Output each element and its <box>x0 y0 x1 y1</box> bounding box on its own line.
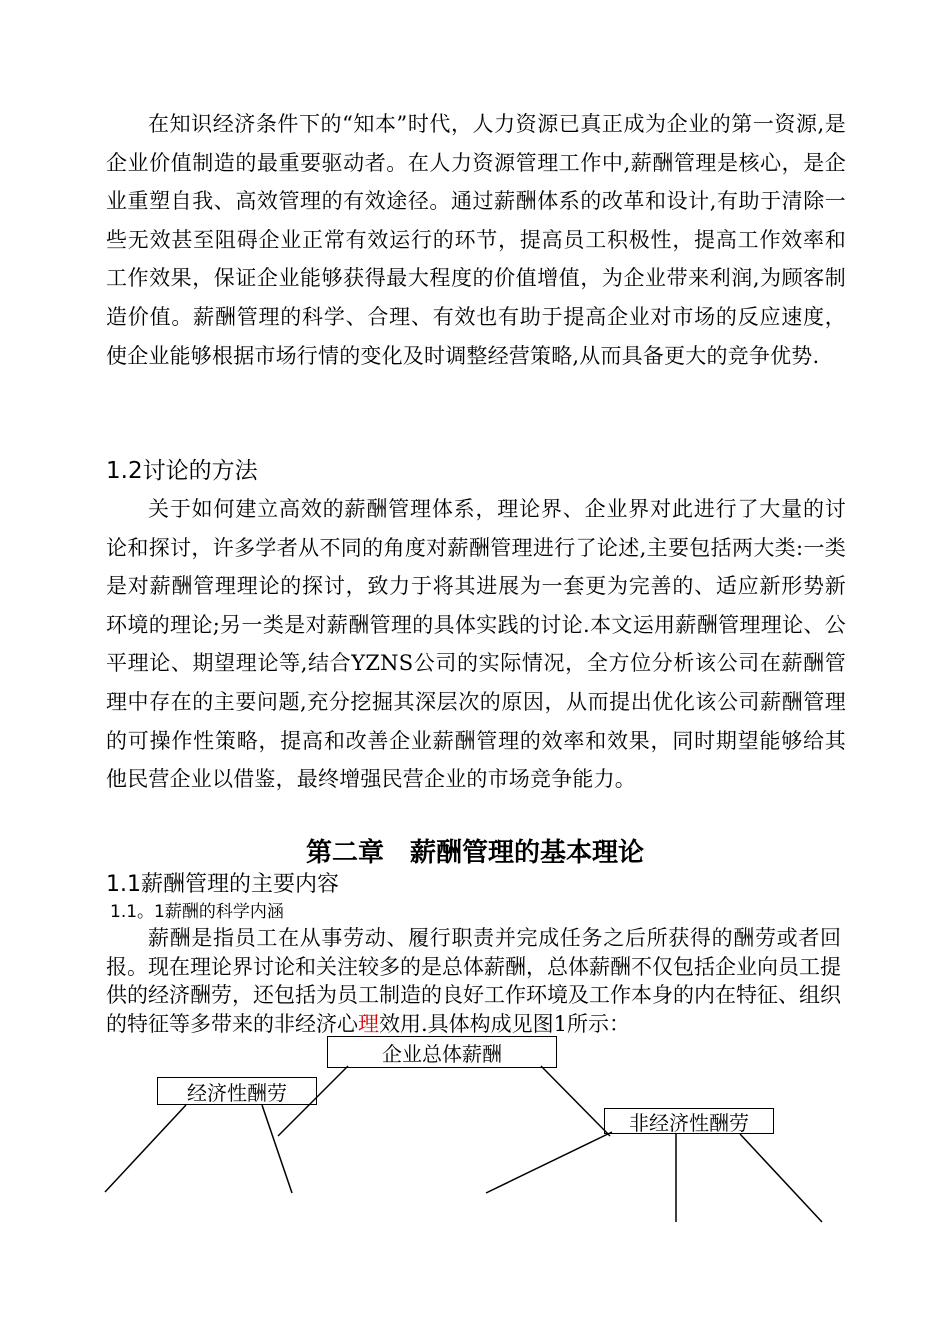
diagram-right-label: 非经济性酬劳 <box>629 1110 749 1135</box>
intro-paragraph: 在知识经济条件下的“知本”时代，人力资源已真正成为企业的第一资源,是企业价值制造的最重要驱动者。在人力资源管理工作中,薪酬管理是核心，是企业重塑自我、高效管理的有效途径。通过薪酬体系的改革和设计,有助于清除一些无效甚至阻碍企业正常有效运行的环节，提高员工积极性，提高工作效率和工作效果，保证企业能够获得最大程度的价值增值，为企业带来利润,为顾客制造价值。薪酬管理的科学、合理、有效也有助于提高企业对市场的反应速度，使企业能够根据市场行情的变化及时调整经营策略,从而具备更大的竞争优势. <box>106 112 846 368</box>
connector-root-to-right <box>541 1066 610 1136</box>
section-heading-1-1: 1.1薪酬管理的主要内容 <box>106 872 339 897</box>
diagram-right-box <box>604 1108 774 1134</box>
diagram-root-label: 企业总体薪酬 <box>382 1041 502 1066</box>
connector-left-branch-1 <box>105 1105 186 1192</box>
diagram-left-label: 经济性酬劳 <box>187 1080 287 1105</box>
connector-right-branch-1 <box>486 1132 612 1193</box>
diagram-root-box <box>327 1036 557 1068</box>
highlighted-character: 理 <box>358 1011 379 1036</box>
paragraph-text-start: 薪酬是指员工在从事劳动、履行职责并完成任务之后所获得的酬劳或者回报。现在理论界讨论和关注较多的是总体薪酬，总体薪酬不仅包括企业向员工提供的经济酬劳，还包括为员工制造的良好工作环境及工作本身的内在特征、组织的特征等多带来的非经济心 <box>106 926 841 1036</box>
chapter-title: 第二章 薪酬管理的基本理论 <box>305 838 644 868</box>
connector-right-branch-3 <box>740 1134 822 1222</box>
paragraph-text-end: 效用.具体构成见图1所示： <box>379 1011 631 1036</box>
section-heading-1-2: 1.2讨论的方法 <box>106 458 258 484</box>
subsection-heading-1-1-1: 1.1。1薪酬的科学内涵 <box>110 902 284 922</box>
diagram-left-box <box>157 1077 317 1105</box>
section-1-2-paragraph: 关于如何建立高效的薪酬管理体系，理论界、企业界对此进行了大量的讨论和探讨，许多学者从不同的角度对薪酬管理进行了论述,主要包括两大类:一类是对薪酬管理理论的探讨，致力于将其进展为一套更为完善的、适应新形势新环境的理论;另一类是对薪酬管理的具体实践的讨论.本文运用薪酬管理理论、公平理论、期望理论等,结合YZNS公司的实际情况，全方位分析该公司在薪酬管理中存在的主要问题,充分挖掘其深层次的原因，从而提出优化该公司薪酬管理的可操作性策略，提高和改善企业薪酬管理的效率和效果，同时期望能够给其他民营企业以借鉴，最终增强民营企业的市场竞争能力。 <box>106 497 846 792</box>
connector-left-branch-2 <box>262 1105 292 1193</box>
